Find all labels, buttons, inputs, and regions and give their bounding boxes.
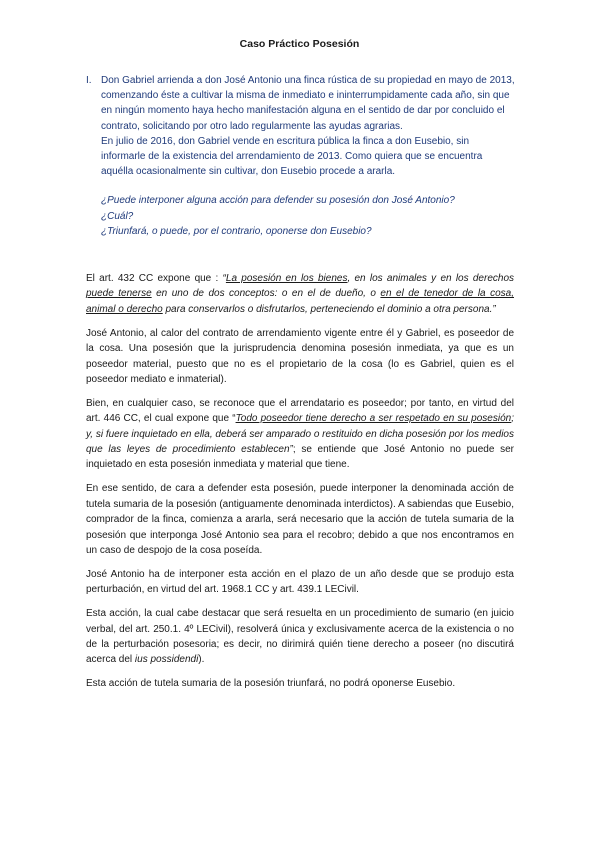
answer-paragraph-4: En ese sentido, de cara a defender esta posesión, puede interponer la denominada acción de tutela sumaria de la posesión (antiguamente denominada interdictos). A sabiendas que Eusebio, comprador de la finca, comienza a ararla, será necesario que la acción de tutela sumaria de la posesión que interponga José Antonio sea para el recobro; debido a que nos encontramos en un caso de despojo de la cosa poseída. [86, 483, 514, 556]
case-paragraph-1: Don Gabriel arrienda a don José Antonio una finca rústica de su propiedad en mayo de 2013, comenzando éste a cultivar la misma de inmediato e ininterrumpidamente cada año, sin que en ningún momento haya hecho manifestación alguna en el sentido de dar por concluido el contrato, solicitando por otro lado regularmente las ayudas agrarias. [101, 75, 515, 132]
answer-paragraph-3 [86, 396, 514, 473]
latin-term: ius possidendi [134, 654, 199, 666]
answer-paragraph-5: José Antonio ha de interponer esta acción en el plazo de un año desde que se produjo esta perturbación, en virtud del art. 1968.1 CC y art. 439.1 LECivil. [86, 568, 514, 596]
case-body [101, 73, 516, 239]
quote-text: para conservarlos o disfrutarlos, perteneciendo el dominio a otra persona.” [162, 303, 496, 315]
underlined-quote: puede tenerse [86, 288, 152, 300]
answer-paragraph-7: Esta acción de tutela sumaria de la posesión triunfará, no podrá oponerse Eusebio. [86, 678, 456, 690]
case-numeral: I. [86, 75, 92, 86]
quote-text: , en los animales y en los derechos [347, 273, 515, 284]
text-run: Esta acción, la cual cabe destacar que será resuelta en un procedimiento de sumario (en juicio verbal, del art. 250.1. 4º LECivil), resolverá única y exclusivamente acerca de la existencia o no de la perturbación posesoria; es decir, no dirimirá quién tiene derecho a poseer (no discutirá acerca del [86, 608, 514, 666]
text-run: El art. 432 CC expone que : [86, 273, 223, 284]
underlined-quote: en el de tenedor de la cosa, animal o derecho [86, 288, 514, 315]
text-run: Bien, en cualquier caso, se reconoce que el arrendatario es poseedor; por tanto, en virtud del art. 446 CC, el cual expone que “ [86, 397, 514, 425]
answer-paragraph-6 [86, 606, 514, 668]
underlined-quote: La posesión en los bienes [225, 273, 348, 284]
quote-open: “ [222, 273, 226, 284]
page-title: Caso Práctico Posesión [239, 38, 360, 50]
case-question-1: ¿Puede interponer alguna acción para defender su posesión don José Antonio? [101, 195, 455, 207]
answer-paragraph-1 [86, 271, 514, 317]
quote-text: ; y, si fuere inquietado en ella, deberá ser amparado o restituido en dicha posesión por los medios que las leyes de procedimiento establecen” [86, 413, 514, 456]
quote-text: en uno de dos conceptos: o en el de dueño, o [151, 288, 381, 300]
case-question-3: ¿Triunfará, o puede, por el contrario, oponerse don Eusebio? [101, 225, 372, 237]
text-run: ). [198, 654, 205, 666]
answer-section [86, 271, 514, 700]
underlined-quote: Todo poseedor tiene derecho a ser respetado en su posesión [235, 413, 512, 425]
case-statement [86, 73, 516, 239]
case-paragraph-2: En julio de 2016, don Gabriel vende en escritura pública la finca a don Eusebio, sin informarle de la existencia del arrendamiento de 2013. Como quiera que se encuentra aquélla ocasionalmente sin cultivar, don Eusebio procede a ararla. [101, 135, 483, 178]
case-question-2: ¿Cuál? [101, 210, 134, 222]
answer-paragraph-2: José Antonio, al calor del contrato de arrendamiento vigente entre él y Gabriel, es poseedor de la cosa. Una posesión que la jurisprudencia denomina posesión inmediata, ya que es un poseedor material, puesto que no es el propietario de la cosa (lo es Gabriel, quien es el poseedor mediato e inmaterial). [86, 327, 514, 385]
text-run: ; se entiende que José Antonio no puede ser inquietado en esta posesión inmediata y material que tiene. [86, 444, 515, 471]
